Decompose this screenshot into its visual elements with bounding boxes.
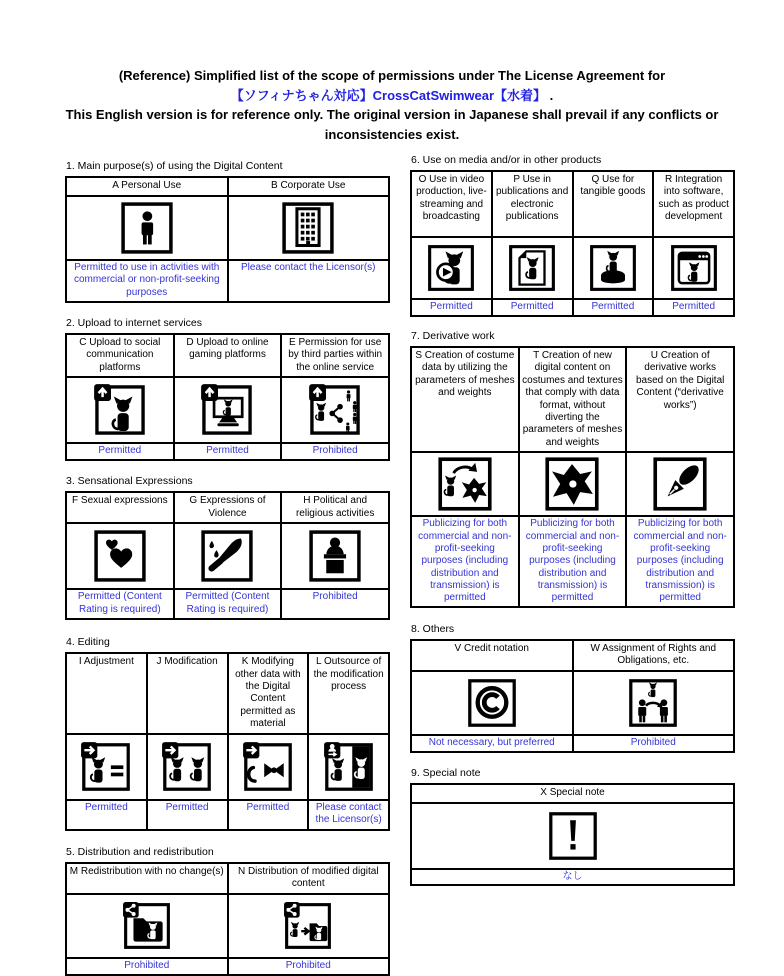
publication-page-cat-icon: [507, 259, 557, 276]
icon-cell: [653, 237, 734, 299]
icon-cell: [411, 803, 734, 869]
status-text: Not necessary, but preferred: [411, 735, 573, 752]
item-label: K Modifying other data with the Digital Content permitted as material: [228, 653, 309, 733]
rights-assignment-icon: [627, 694, 679, 711]
status-text: Permitted (Content Rating is required): [66, 589, 174, 619]
status-text: Publicizing for both commercial and non-profit-seeking purposes (including distribution and transmission) is permitted: [411, 516, 519, 607]
status-text: Permitted: [147, 800, 228, 830]
video-play-cat-icon: [426, 259, 476, 276]
podium-speech-icon: [307, 547, 363, 564]
icon-cell: [228, 196, 390, 260]
third-party-share-icon: [308, 401, 362, 418]
permission-table: [410, 639, 735, 753]
status-text: Permitted: [66, 443, 174, 460]
status-text: なし: [411, 869, 734, 885]
upload-game-monitor-icon: [200, 401, 254, 418]
permission-table: [410, 783, 735, 886]
section-3: [65, 475, 390, 620]
item-label: C Upload to social communication platforms: [66, 334, 174, 377]
figurine-cat-icon: [588, 259, 638, 276]
icon-cell: [411, 237, 492, 299]
item-label: A Personal Use: [66, 177, 228, 196]
status-text: Permitted: [573, 299, 654, 316]
section-heading: 6. Use on media and/or in other products: [411, 154, 602, 166]
material-bow-icon: [242, 758, 294, 775]
item-label: R Integration into software, such as product development: [653, 171, 734, 237]
item-label: F Sexual expressions: [66, 492, 174, 523]
icon-cell: [411, 671, 573, 735]
icon-cell: [66, 894, 228, 958]
icon-cell: [147, 734, 228, 800]
icon-cell: [66, 196, 228, 260]
section-8: [410, 623, 735, 753]
section-7: [410, 330, 735, 608]
title-block: [42, 66, 742, 144]
item-label: N Distribution of modified digital content: [228, 863, 390, 894]
status-text: Please contact the Licensor(s): [308, 800, 389, 830]
item-label: V Credit notation: [411, 640, 573, 671]
permission-table: [65, 491, 390, 620]
section-6: [410, 154, 735, 317]
icon-cell: [573, 237, 654, 299]
costume-reuse-icon: [436, 475, 494, 492]
item-label: U Creation of derivative works based on the Digital Content (“derivative works”): [626, 347, 734, 452]
costume-icon: [543, 475, 601, 492]
item-label: B Corporate Use: [228, 177, 390, 196]
section-heading: 2. Upload to internet services: [66, 317, 202, 329]
section-heading: 9. Special note: [411, 766, 481, 779]
section-heading: 1. Main purpose(s) of using the Digital Content: [66, 160, 283, 172]
icon-cell: [228, 894, 390, 958]
upload-cat-icon: [93, 401, 147, 418]
section-heading: 8. Others: [411, 622, 455, 635]
left-column: [65, 160, 390, 976]
icon-cell: [308, 734, 389, 800]
hearts-icon: [92, 547, 148, 564]
folder-share-icon: [122, 917, 172, 934]
icon-cell: [281, 523, 389, 589]
icon-cell: [626, 452, 734, 516]
modification-cats-icon: [161, 758, 213, 775]
permission-table: [65, 652, 390, 830]
status-text: Permitted: [492, 299, 573, 316]
icon-cell: [66, 734, 147, 800]
section-9: [410, 767, 735, 886]
item-label: Q Use for tangible goods: [573, 171, 654, 237]
permission-table: [410, 170, 735, 317]
icon-cell: [66, 377, 174, 443]
status-text: Permitted: [411, 299, 492, 316]
section-heading: 3. Sensational Expressions: [66, 475, 193, 488]
title-line1: (Reference) Simplified list of the scope of permissions under The License Agreement for: [118, 68, 666, 83]
icon-cell: [174, 377, 282, 443]
permission-table: [65, 333, 390, 461]
status-text: Prohibited: [281, 443, 389, 460]
knife-icon: [199, 547, 255, 564]
item-label: E Permission for use by third parties within the online service: [281, 334, 389, 377]
exclamation-icon: [547, 827, 599, 844]
outsource-door-icon: [323, 758, 375, 775]
section-heading: 7. Derivative work: [411, 330, 495, 342]
status-text: Permitted: [66, 800, 147, 830]
item-label: D Upload to online gaming platforms: [174, 334, 282, 377]
status-text: Permitted: [174, 443, 282, 460]
title-disclaimer: This English version is for reference only. The original version in Japanese shall prevail if any conflicts or inconsistencies exist.: [65, 107, 719, 142]
status-text: Prohibited: [281, 589, 389, 619]
person-icon: [119, 219, 175, 236]
item-label: O Use in video production, live-streaming and broadcasting: [411, 171, 492, 237]
icon-cell: [492, 237, 573, 299]
icon-cell: [281, 377, 389, 443]
icon-cell: [573, 671, 735, 735]
item-label: H Political and religious activities: [281, 492, 389, 523]
status-text: Permitted to use in activities with commercial or non-profit-seeking purposes: [66, 260, 228, 302]
pen-icon: [651, 475, 709, 492]
item-label: G Expressions of Violence: [174, 492, 282, 523]
section-1: [65, 160, 390, 303]
product-name: 【ソフィナちゃん対応】CrossCatSwimwear【水着】: [230, 87, 547, 103]
adjustment-cat-icon: [80, 758, 132, 775]
section-heading: 4. Editing: [66, 636, 110, 649]
item-label: J Modification: [147, 653, 228, 733]
item-label: S Creation of costume data by utilizing the parameters of meshes and weights: [411, 347, 519, 452]
status-text: Prohibited: [228, 958, 390, 975]
building-icon: [280, 219, 336, 236]
item-label: L Outsource of the modification process: [308, 653, 389, 733]
item-label: I Adjustment: [66, 653, 147, 733]
icon-cell: [228, 734, 309, 800]
icon-cell: [519, 452, 627, 516]
status-text: Permitted: [228, 800, 309, 830]
item-label: P Use in publications and electronic publications: [492, 171, 573, 237]
section-5: [65, 846, 390, 976]
section-2: [65, 317, 390, 461]
icon-cell: [66, 523, 174, 589]
status-text: Permitted (Content Rating is required): [174, 589, 282, 619]
modified-folder-share-icon: [283, 917, 333, 934]
status-text: Publicizing for both commercial and non-profit-seeking purposes (including distribution and transmission) is permitted: [519, 516, 627, 607]
status-text: Prohibited: [66, 958, 228, 975]
permission-table: [65, 176, 390, 303]
title-period: .: [546, 87, 554, 103]
permission-table: [65, 862, 390, 976]
software-window-cat-icon: [669, 259, 719, 276]
right-column: [410, 154, 735, 886]
item-label: M Redistribution with no change(s): [66, 863, 228, 894]
status-text: Prohibited: [573, 735, 735, 752]
icon-cell: [174, 523, 282, 589]
section-4: [65, 636, 390, 830]
section-heading: 5. Distribution and redistribution: [66, 845, 214, 858]
icon-cell: [411, 452, 519, 516]
status-text: Permitted: [653, 299, 734, 316]
status-text: Please contact the Licensor(s): [228, 260, 390, 302]
permission-table: [410, 346, 735, 608]
item-label: T Creation of new digital content on costumes and textures that comply with data format, without diverting the parameters of meshes and weights: [519, 347, 627, 452]
status-text: Publicizing for both commercial and non-profit-seeking purposes (including distribution and transmission) is permitted: [626, 516, 734, 607]
item-label: W Assignment of Rights and Obligations, etc.: [573, 640, 735, 671]
copyright-icon: [466, 694, 518, 711]
item-label: X Special note: [411, 784, 734, 803]
